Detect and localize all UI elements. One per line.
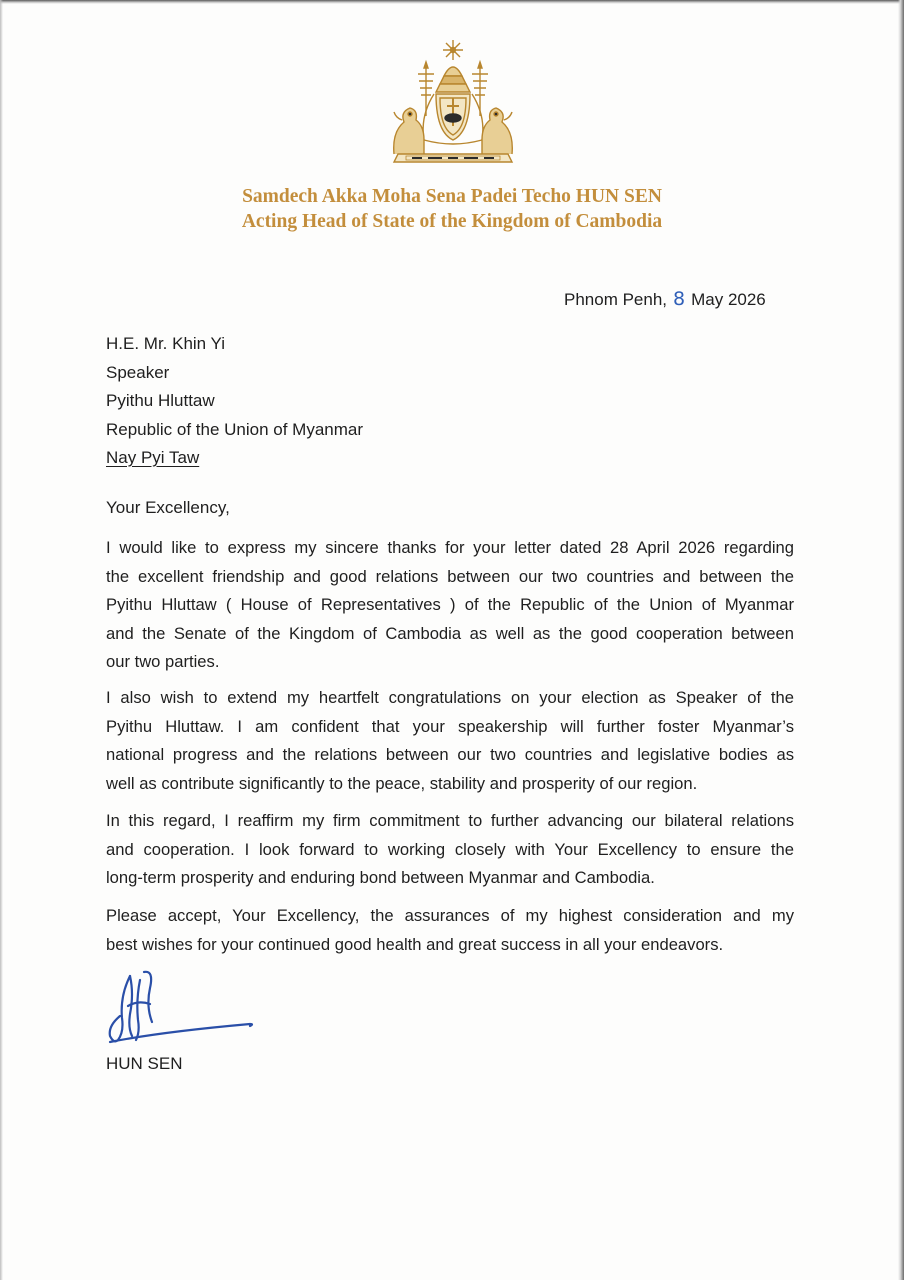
paragraph-line: In this regard, I reaffirm my firm commitment to further advancing our bilateral relations — [106, 811, 794, 830]
addressee-institution: Pyithu Hluttaw — [106, 391, 215, 410]
paragraph-line: and the Senate of the Kingdom of Cambodia as well as the good cooperation between — [106, 623, 794, 643]
royal-arms-of-cambodia-icon — [384, 36, 522, 168]
paragraph-line: Please accept, Your Excellency, the assurances of my highest consideration and my — [106, 906, 794, 925]
letterhead-name: Samdech Akka Moha Sena Padei Techo HUN SEN — [242, 186, 662, 207]
paragraph-line: our two parties. — [106, 652, 220, 671]
paragraph-line: the excellent friendship and good relations between our two countries and between the — [106, 566, 794, 586]
paragraph-3 — [106, 807, 794, 893]
paragraph-line: I also wish to extend my heartfelt congratulations on your election as Speaker of the — [106, 688, 794, 707]
salutation: Your Excellency, — [106, 498, 230, 517]
paragraph-line: well as contribute significantly to the peace, stability and prosperity of our region. — [106, 773, 698, 793]
addressee-name: H.E. Mr. Khin Yi — [106, 334, 226, 353]
paragraph-line: best wishes for your continued good health and great success in all your endeavors. — [106, 934, 724, 954]
dateline — [564, 288, 766, 310]
paragraph-line: I would like to express my sincere thanks for your letter dated 28 April 2026 regarding — [106, 538, 794, 557]
paragraph-line: national progress and the relations between our two countries and legislative bodies as — [106, 745, 794, 764]
dateline-place: Phnom Penh, — [564, 290, 668, 309]
scan-edge-top — [0, 0, 904, 4]
addressee-position: Speaker — [106, 362, 170, 382]
paragraph-line: Pyithu Hluttaw. I am confident that your speakership will further foster Myanmar’s — [106, 716, 794, 736]
paragraph-line: long-term prosperity and enduring bond between Myanmar and Cambodia. — [106, 868, 655, 887]
addressee-country: Republic of the Union of Myanmar — [106, 419, 364, 439]
dateline-day: 8 — [673, 288, 686, 310]
paragraph-4 — [106, 902, 794, 959]
signer-name: HUN SEN — [106, 1054, 183, 1073]
paragraph-2 — [106, 684, 794, 798]
letterhead-title: Acting Head of State of the Kingdom of Cambodia — [241, 211, 663, 232]
paragraph-line: Pyithu Hluttaw ( House of Representatives ) of the Republic of the Union of Myanmar — [106, 595, 794, 614]
dateline-month-year: May 2026 — [691, 290, 766, 309]
letterhead — [0, 184, 904, 234]
addressee-city: Nay Pyi Taw — [106, 448, 200, 467]
handwritten-signature — [100, 966, 260, 1050]
paragraph-line: and cooperation. I look forward to working closely with Your Excellency to ensure the — [106, 839, 794, 859]
paragraph-1 — [106, 534, 794, 677]
addressee-block — [106, 330, 363, 473]
